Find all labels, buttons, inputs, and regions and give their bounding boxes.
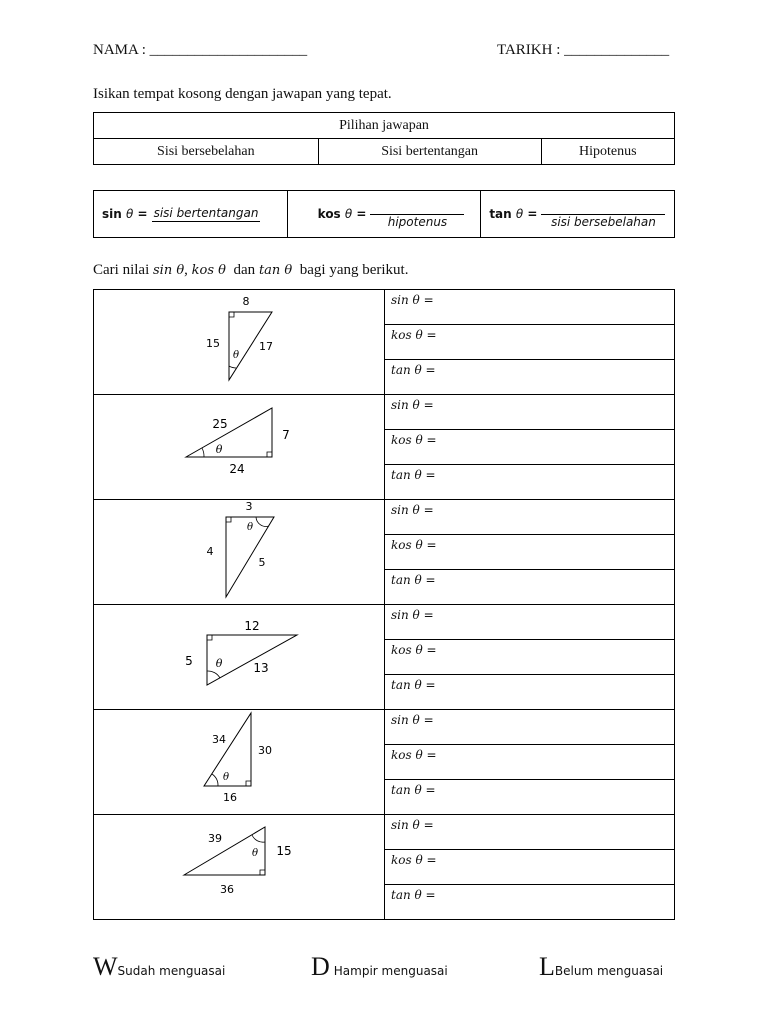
answer-choices-table: [93, 112, 675, 165]
side-label: 8: [242, 295, 250, 308]
side-label: 24: [229, 462, 245, 476]
side-label: 12: [244, 619, 260, 633]
triangle-cell-1: [94, 290, 385, 395]
date-field[interactable]: TARIKH : ______________: [497, 42, 670, 58]
side-label: 13: [253, 661, 269, 675]
answer-tan-4[interactable]: tan θ =: [385, 675, 675, 710]
sin-fn: sin: [102, 207, 122, 221]
side-label: 15: [206, 337, 220, 350]
answer-sin-2[interactable]: sin θ =: [385, 395, 675, 430]
task-sin: sin θ: [153, 263, 185, 278]
sin-numerator: sisi bertentangan: [153, 206, 259, 220]
exercise-table: [93, 289, 675, 920]
triangle-diagram-1: [94, 290, 384, 394]
answer-tan-6[interactable]: tan θ =: [385, 885, 675, 920]
task-kos: kos θ: [191, 263, 227, 278]
kos-formula-cell: kos θ = hipotenus: [287, 191, 481, 238]
side-label: 3: [245, 500, 253, 513]
side-label: 7: [282, 428, 290, 442]
side-label: 5: [258, 556, 266, 569]
answer-tan-2[interactable]: tan θ =: [385, 465, 675, 500]
legend-text-not-yet: Belum menguasai: [554, 964, 664, 978]
tan-formula-cell: tan θ = sisi bersebelahan: [481, 191, 675, 238]
answer-tan-3[interactable]: tan θ =: [385, 570, 675, 605]
theta-label: θ: [215, 657, 223, 670]
theta-label: θ: [232, 350, 240, 361]
tan-denominator: sisi bersebelahan: [551, 215, 656, 229]
tan-numerator[interactable]: [541, 199, 665, 215]
instruction-text: Isikan tempat kosong dengan jawapan yang tepat.: [93, 86, 392, 102]
triangle-diagram-6: [94, 815, 384, 919]
task-suffix: bagi yang berikut.: [299, 262, 409, 278]
triangle-diagram-5: [94, 710, 384, 814]
legend-letter-w: W: [93, 952, 118, 981]
side-label: 17: [259, 340, 273, 353]
side-label: 4: [206, 545, 214, 558]
name-field[interactable]: NAMA : _____________________: [93, 42, 308, 58]
tan-theta: θ: [515, 207, 524, 221]
theta-label: θ: [222, 772, 230, 783]
answer-kos-5[interactable]: kos θ =: [385, 745, 675, 780]
triangle-diagram-3: [94, 500, 384, 604]
answer-sin-1[interactable]: sin θ =: [385, 290, 675, 325]
side-label: 34: [212, 733, 226, 746]
side-label: 25: [212, 417, 228, 431]
side-label: 36: [220, 883, 234, 896]
task-text: Cari nilai sin θ, kos θ dan tan θ bagi yang berikut.: [93, 262, 409, 278]
legend-letter-l: L: [539, 952, 555, 981]
answer-kos-4[interactable]: kos θ =: [385, 640, 675, 675]
kos-numerator[interactable]: [370, 199, 464, 215]
legend-letter-d: D: [311, 952, 330, 981]
choices-title: Pilihan jawapan: [94, 113, 675, 139]
task-prefix: Cari nilai: [93, 262, 150, 278]
theta-label: θ: [251, 848, 259, 859]
triangle-cell-2: [94, 395, 385, 500]
kos-theta: θ: [344, 207, 353, 221]
task-tan: tan θ: [258, 263, 293, 278]
kos-fn: kos: [317, 207, 341, 221]
answer-sin-4[interactable]: sin θ =: [385, 605, 675, 640]
answer-kos-3[interactable]: kos θ =: [385, 535, 675, 570]
triangle-diagram-4: [94, 605, 384, 709]
legend-almost: [311, 952, 448, 982]
legend-text-almost: Hampir menguasai: [333, 964, 448, 978]
triangle-cell-6: [94, 815, 385, 920]
task-and: dan: [233, 262, 256, 278]
triangle-diagram-2: [94, 395, 384, 499]
tan-fn: tan: [489, 207, 512, 221]
side-label: 30: [258, 744, 272, 757]
answer-kos-2[interactable]: kos θ =: [385, 430, 675, 465]
choice-adjacent: Sisi bersebelahan: [94, 139, 319, 165]
triangle-cell-4: [94, 605, 385, 710]
side-label: 15: [276, 844, 292, 858]
answer-sin-3[interactable]: sin θ =: [385, 500, 675, 535]
sin-formula-cell: sin θ = sisi bertentangan: [94, 191, 288, 238]
sin-theta: θ: [126, 207, 134, 221]
answer-sin-6[interactable]: sin θ =: [385, 815, 675, 850]
answer-tan-1[interactable]: tan θ =: [385, 360, 675, 395]
triangle-cell-3: [94, 500, 385, 605]
formula-table: [93, 190, 675, 238]
theta-label: θ: [246, 522, 254, 533]
theta-label: θ: [215, 443, 223, 456]
side-label: 16: [223, 791, 237, 804]
legend-mastered: [93, 952, 225, 982]
answer-tan-5[interactable]: tan θ =: [385, 780, 675, 815]
legend-text-mastered: Sudah menguasai: [117, 964, 226, 978]
side-label: 5: [185, 654, 193, 668]
choice-opposite: Sisi bertentangan: [318, 139, 541, 165]
legend-not-yet: [539, 952, 663, 982]
choice-hypotenuse: Hipotenus: [541, 139, 674, 165]
answer-kos-1[interactable]: kos θ =: [385, 325, 675, 360]
side-label: 39: [208, 832, 222, 845]
kos-denominator: hipotenus: [387, 215, 448, 229]
answer-kos-6[interactable]: kos θ =: [385, 850, 675, 885]
triangle-cell-5: [94, 710, 385, 815]
answer-sin-5[interactable]: sin θ =: [385, 710, 675, 745]
